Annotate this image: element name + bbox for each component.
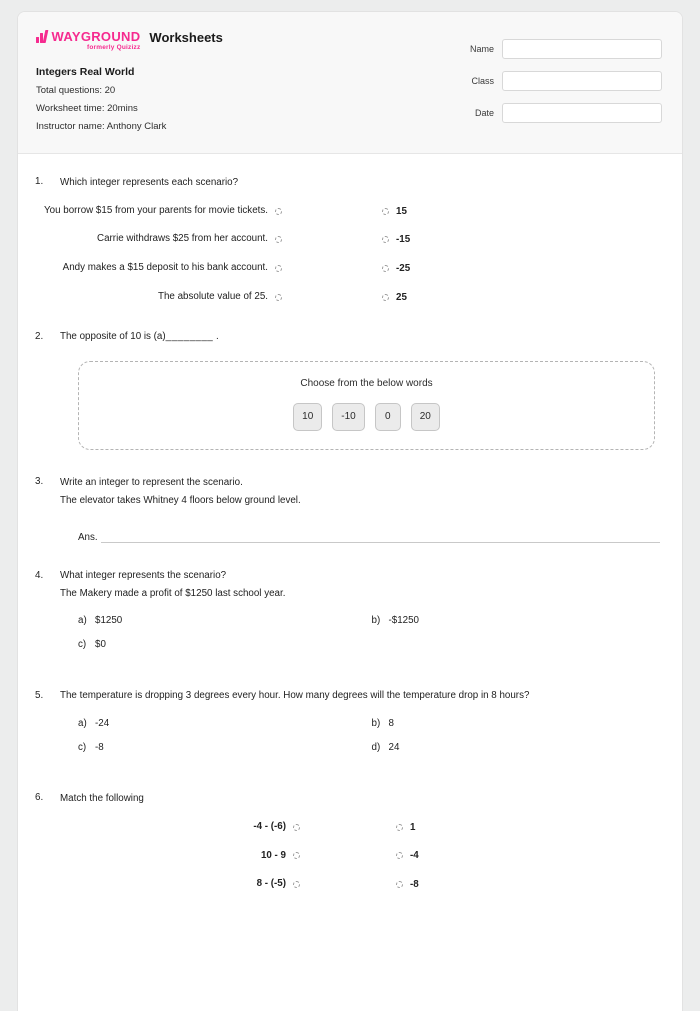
question-6-number: 6.	[35, 792, 44, 804]
match-left-item: Carrie withdraws $25 from her account.	[97, 233, 268, 245]
match-left-connector-icon[interactable]	[275, 294, 282, 301]
match-left-connector-icon[interactable]	[293, 881, 300, 888]
option-d[interactable]	[372, 742, 666, 753]
match-right-item: 25	[396, 291, 407, 303]
instructor-name: Instructor name: Anthony Clark	[36, 120, 167, 132]
worksheets-label: Worksheets	[149, 30, 223, 45]
wayground-logo-mark-icon	[36, 30, 47, 43]
word-chip[interactable]: 20	[411, 403, 440, 431]
question-2	[35, 330, 665, 449]
option-a[interactable]	[78, 615, 372, 626]
match-right-connector-icon[interactable]	[382, 294, 389, 301]
date-label: Date	[474, 108, 494, 118]
match-right-connector-icon[interactable]	[396, 881, 403, 888]
match-row	[35, 204, 665, 219]
question-3	[35, 476, 665, 543]
question-3-prompt: Write an integer to represent the scenario.	[60, 476, 243, 488]
option-c[interactable]	[78, 639, 372, 650]
match-right-connector-icon[interactable]	[382, 236, 389, 243]
student-fields	[442, 29, 662, 123]
match-right-item: -25	[396, 262, 411, 274]
question-1-match-area	[35, 204, 665, 305]
match-row	[35, 849, 665, 864]
match-left-item: 8 - (-5)	[256, 878, 286, 890]
question-6-match-area	[35, 820, 665, 892]
word-bank-chips	[89, 403, 644, 431]
question-1-number: 1.	[35, 176, 44, 187]
option-text: -8	[95, 741, 104, 753]
questions-list	[18, 154, 682, 892]
header-left	[36, 29, 366, 139]
match-left-connector-icon[interactable]	[293, 852, 300, 859]
question-4-subtext: The Makery made a profit of $1250 last school year.	[60, 588, 286, 600]
option-b[interactable]	[372, 615, 666, 626]
match-left-connector-icon[interactable]	[275, 236, 282, 243]
match-left-item: 10 - 9	[260, 849, 286, 861]
question-1-prompt: Which integer represents each scenario?	[60, 176, 239, 188]
word-chip[interactable]: 10	[293, 403, 322, 431]
question-4-number: 4.	[35, 569, 44, 581]
class-label: Class	[471, 76, 494, 86]
answer-line[interactable]	[101, 530, 660, 543]
date-input[interactable]	[502, 103, 662, 123]
logo-wordmark: WAYGROUND	[51, 29, 141, 44]
option-letter: b)	[371, 615, 381, 627]
match-left-item: Andy makes a $15 deposit to his bank account.	[62, 262, 268, 274]
option-letter: c)	[78, 639, 87, 651]
match-left-connector-icon[interactable]	[275, 208, 282, 215]
option-text: 24	[388, 741, 400, 753]
word-bank-title: Choose from the below words	[300, 377, 433, 389]
field-class	[442, 71, 662, 91]
match-row	[35, 261, 665, 276]
question-5-number: 5.	[35, 689, 44, 701]
match-left-item: You borrow $15 from your parents for movie tickets.	[44, 204, 268, 216]
option-text: 8	[388, 717, 394, 729]
field-name	[442, 39, 662, 59]
question-5-prompt: The temperature is dropping 3 degrees every hour. How many degrees will the temperature drop in 8 hours?	[60, 690, 530, 702]
question-4-options	[78, 615, 665, 663]
question-6-prompt: Match the following	[60, 792, 144, 804]
option-letter: b)	[371, 717, 381, 729]
question-3-number: 3.	[35, 476, 44, 488]
answer-label: Ans.	[78, 532, 98, 544]
name-label: Name	[469, 44, 494, 54]
field-date	[442, 103, 662, 123]
name-input[interactable]	[502, 39, 662, 59]
option-text: $0	[95, 639, 106, 651]
match-left-connector-icon[interactable]	[293, 824, 300, 831]
match-right-item: -8	[410, 879, 419, 891]
question-3-answer-row	[78, 530, 665, 543]
option-c[interactable]	[78, 742, 372, 753]
word-chip[interactable]: 0	[375, 403, 401, 431]
question-3-subtext: The elevator takes Whitney 4 floors below ground level.	[60, 494, 301, 506]
question-2-prompt	[60, 330, 219, 344]
match-right-connector-icon[interactable]	[396, 824, 403, 831]
match-row	[35, 290, 665, 305]
total-questions: Total questions: 20	[36, 84, 116, 96]
match-row	[35, 820, 665, 835]
match-right-connector-icon[interactable]	[396, 852, 403, 859]
logo-tagline: formerly Quizizz	[87, 44, 141, 51]
question-5	[35, 689, 665, 765]
match-right-item: -15	[396, 234, 411, 246]
match-row	[35, 232, 665, 247]
question-4-prompt: What integer represents the scenario?	[60, 570, 227, 582]
question-5-options	[78, 718, 665, 766]
option-letter: c)	[78, 741, 87, 753]
option-b[interactable]	[372, 718, 666, 729]
match-left-connector-icon[interactable]	[275, 265, 282, 272]
question-2-prompt-pre: The opposite of 10 is (a)	[60, 331, 166, 343]
option-letter: d)	[371, 741, 381, 753]
match-left-item: The absolute value of 25.	[157, 290, 268, 302]
option-letter: a)	[78, 615, 87, 627]
worksheet-header	[18, 12, 682, 154]
match-right-item: -4	[410, 850, 419, 862]
worksheet-time: Worksheet time: 20mins	[36, 102, 138, 114]
class-input[interactable]	[502, 71, 662, 91]
question-2-number: 2.	[35, 330, 44, 342]
option-text: $1250	[95, 615, 123, 627]
match-right-item: 15	[396, 205, 407, 217]
word-chip[interactable]: -10	[332, 403, 364, 431]
question-2-blank[interactable]: ________	[165, 331, 214, 343]
match-right-item: 1	[410, 821, 416, 833]
match-right-connector-icon[interactable]	[382, 265, 389, 272]
worksheet-title: Integers Real World	[36, 65, 135, 78]
option-letter: a)	[78, 717, 87, 729]
brand-line	[36, 29, 366, 52]
question-4	[35, 569, 665, 663]
question-2-prompt-post: .	[215, 331, 219, 343]
worksheet-meta	[36, 66, 366, 132]
option-a[interactable]	[78, 718, 372, 729]
option-text: -$1250	[388, 615, 420, 627]
question-1	[35, 176, 665, 305]
question-6	[35, 792, 665, 892]
question-2-word-bank	[78, 361, 655, 450]
match-right-connector-icon[interactable]	[382, 208, 389, 215]
match-row	[35, 877, 665, 892]
option-text: -24	[95, 717, 110, 729]
wayground-logo	[36, 29, 140, 52]
match-left-item: -4 - (-6)	[253, 820, 286, 832]
worksheet-page	[17, 11, 683, 1011]
